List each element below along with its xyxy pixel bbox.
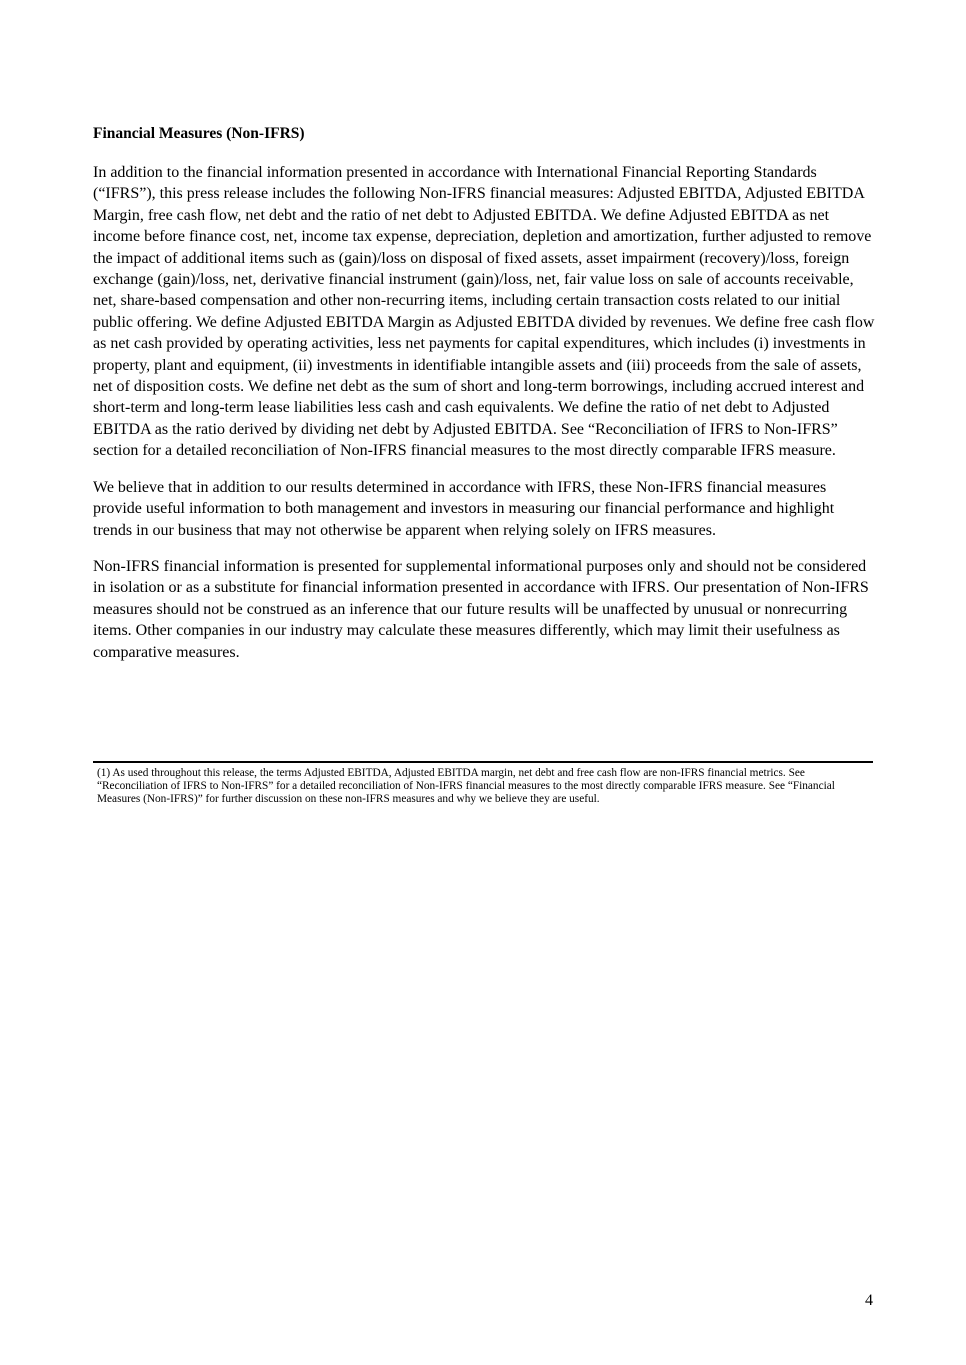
footnote-divider bbox=[93, 761, 873, 763]
paragraph-usefulness: We believe that in addition to our results determined in accordance with IFRS, these Non-IFRS financial measures provide useful information to both management and investors in measuring our financial performance and highlight trends in our business that may not otherwise be apparent when relying solely on IFRS measures. bbox=[93, 478, 835, 539]
paragraph-definitions: In addition to the financial information presented in accordance with International Financial Reporting Standards (“IFRS”), this press release includes the following Non-IFRS financial measures: Adjusted EBITDA, Adjusted EBITDA Margin, free cash flow, net debt and the ratio of net debt to Adjusted EBITDA. We define Adjusted EBITDA as net income before finance cost, net, income tax expense, depreciation, depletion and amortization, further adjusted to remove the impact of additional items such as (gain)/loss on disposal of fixed assets, asset impairment (recovery)/loss, foreign exchange (gain)/loss, net, derivative financial instrument (gain)/loss, net, fair value loss on sale of accounts receivable, net, share-based compensation and other non-recurring items, including certain transaction costs related to our initial public offering. We define Adjusted EBITDA Margin as Adjusted EBITDA divided by revenues. We define free cash flow as net cash provided by operating activities, less net payments for capital expenditures, which includes (i) investments in property, plant and equipment, (ii) investments in identifiable intangible assets and (iii) proceeds from the sale of assets, net of disposition costs. We define net debt as the sum of short and long-term borrowings, including accrued interest and short-term and long-term lease liabilities less cash and cash equivalents. We define the ratio of net debt to Adjusted EBITDA as the ratio derived by dividing net debt by Adjusted EBITDA. See “Reconciliation of IFRS to Non-IFRS” section for a detailed reconciliation of Non-IFRS financial measures to the most directly comparable IFRS measure. bbox=[93, 164, 875, 460]
paragraph-limitations: Non-IFRS financial information is presented for supplemental informational purposes only and should not be considered in isolation or as a substitute for financial information presented in accordance with IFRS. Our presentation of Non-IFRS measures should not be construed as an inference that our future results will be unaffected by unusual or nonrecurring items. Other companies in our industry may calculate these measures differently, which may limit their usefulness as comparative measures. bbox=[93, 557, 869, 661]
footnote: (1) As used throughout this release, the terms Adjusted EBITDA, Adjusted EBITDA margin, net debt and free cash flow are non-IFRS financial metrics. See “Reconciliation of IFRS to Non-IFRS” for a detailed reconciliation of Non-IFRS financial measures to the most directly comparable IFRS measure. See “Financial Measures (Non-IFRS)” for further discussion on these non-IFRS measures and why we believe they are useful. bbox=[97, 767, 835, 806]
document-body bbox=[93, 124, 877, 678]
page-number: 4 bbox=[865, 1292, 873, 1309]
section-heading: Financial Measures (Non-IFRS) bbox=[93, 125, 305, 142]
